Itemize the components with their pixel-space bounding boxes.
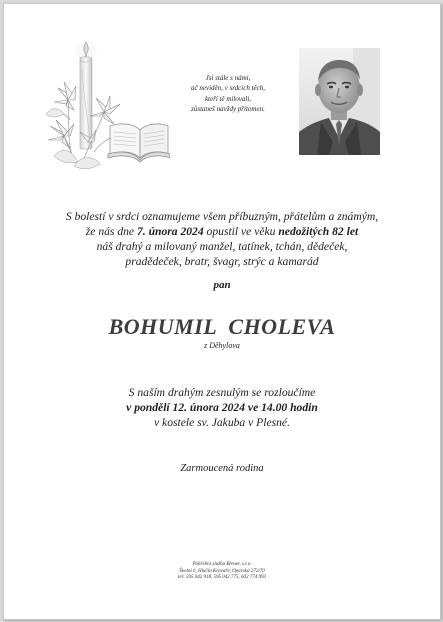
- memorial-poem: [168, 73, 288, 114]
- funeral-service-footer: [4, 562, 440, 582]
- announcement-line: [24, 224, 420, 239]
- candle-lilies-book-icon: [44, 40, 170, 172]
- announcement-text: opustil ve věku: [203, 225, 279, 238]
- announcement-line: náš drahý a milovaný manžel, tatínek, tchán, dědeček,: [96, 240, 348, 253]
- honorific: pan: [213, 279, 231, 291]
- announcement-text: že nás dne: [85, 225, 137, 238]
- funeral-location: v kostele sv. Jakuba v Plesné.: [154, 416, 290, 429]
- death-date: 7. února 2024: [136, 225, 204, 238]
- footer-line: tel: 595 042 918, 595 042 775, 602 774 993: [178, 575, 266, 580]
- parte-page: [3, 3, 441, 620]
- age-at-death: nedožitých 82 let: [278, 225, 359, 238]
- poem-line: Jsi stále s námi,: [205, 74, 251, 82]
- funeral-line: S naším drahým zesnulým se rozloučíme: [128, 386, 316, 399]
- family-signature: Zarmoucená rodina: [180, 463, 264, 474]
- portrait-icon: [299, 48, 380, 155]
- deceased-name: BOHUMIL CHOLEVA: [108, 314, 336, 339]
- portrait-photo: [299, 48, 380, 155]
- footer-line: Školní 6, Hlučín Kravaře, Opavská 272/70: [179, 568, 265, 574]
- announcement-line: S bolestí v srdci oznamujeme všem příbuzným, přátelům a známým,: [65, 210, 379, 223]
- poem-line: zůstaneš navždy přítomen.: [191, 104, 265, 113]
- deceased-origin: z Děhylova: [204, 341, 240, 350]
- footer-line: Pohřební služba Breuer, s.r.o.: [192, 562, 252, 567]
- announcement-line: pradědeček, bratr, švagr, strýc a kamarád: [125, 255, 319, 268]
- funeral-datetime: v pondělí 12. února 2024 ve 14.00 hodin: [126, 401, 318, 414]
- poem-line: ač neviděn, v srdcích těch,: [191, 84, 265, 93]
- poem-line: kteří tě milovali,: [204, 94, 252, 103]
- death-announcement: [24, 209, 420, 269]
- funeral-details: [4, 385, 440, 430]
